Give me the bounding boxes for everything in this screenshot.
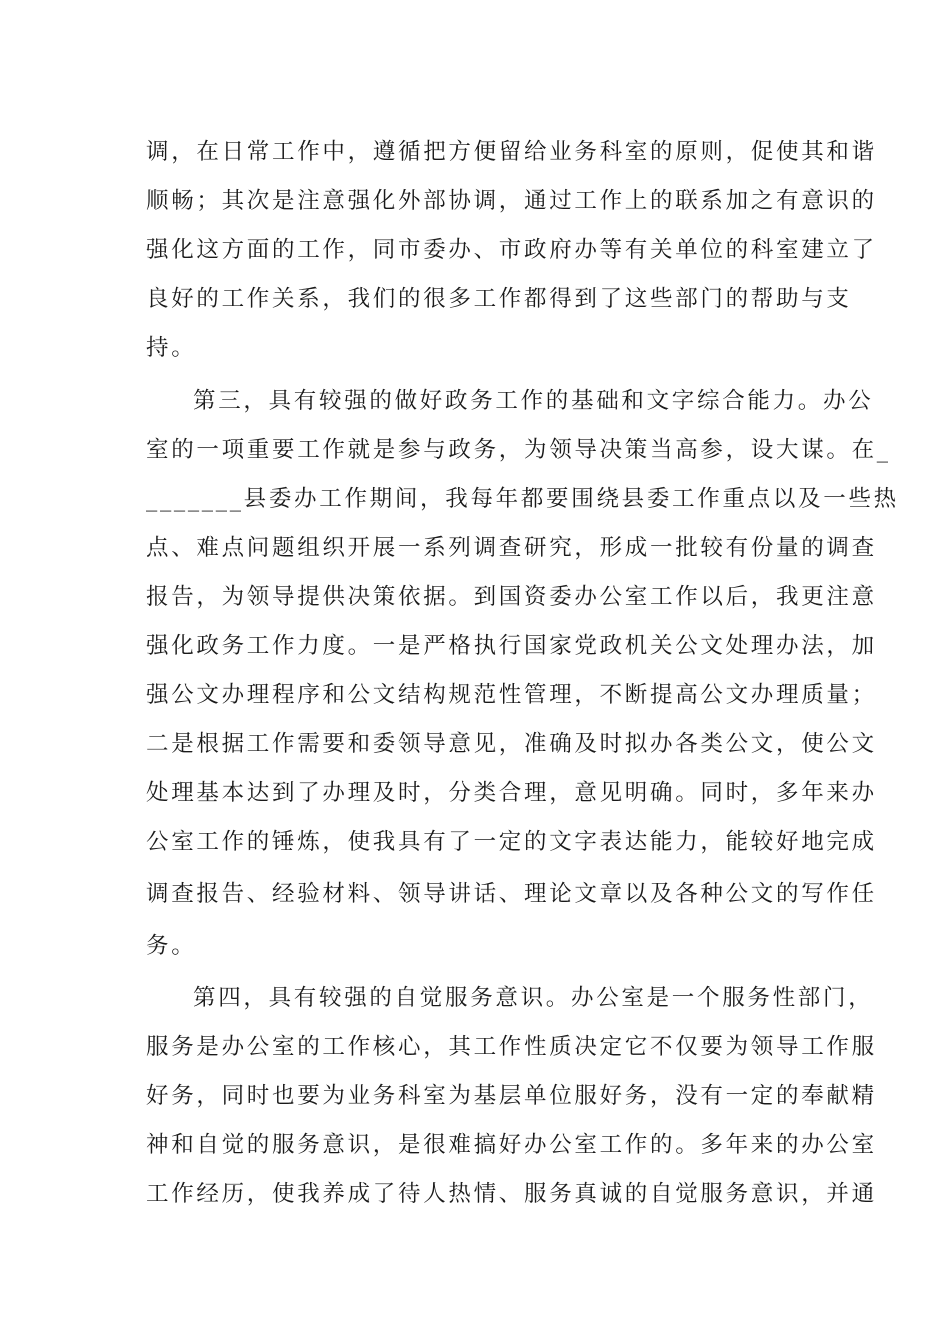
text-line: 调，在日常工作中，遵循把方便留给业务科室的原则，促使其和谐 (146, 139, 877, 165)
paragraph-first-line: 第三，具有较强的做好政务工作的基础和文字综合能力。办公 (193, 388, 874, 414)
text-line: 处理基本达到了办理及时，分类合理，意见明确。同时，多年来办 (146, 780, 877, 806)
text-line: 工作经历，使我养成了待人热情、服务真诚的自觉服务意识，并通 (146, 1181, 877, 1207)
text-line: 良好的工作关系，我们的很多工作都得到了这些部门的帮助与支 (146, 286, 852, 312)
text-line: 持。 (146, 335, 197, 361)
text-line: 务。 (146, 933, 197, 959)
text-line: 顺畅；其次是注意强化外部协调，通过工作上的联系加之有意识的 (146, 188, 877, 214)
paragraph-first-line: 第四，具有较强的自觉服务意识。办公室是一个服务性部门， (193, 985, 874, 1011)
text-line: 室的一项重要工作就是参与政务，为领导决策当高参，设大谋。在_ (146, 437, 891, 463)
text-line: 二是根据工作需要和委领导意见，准确及时拟办各类公文，使公文 (146, 731, 877, 757)
text-line: 报告，为领导提供决策依据。到国资委办公室工作以后，我更注意 (146, 584, 877, 610)
text-line: 强公文办理程序和公文结构规范性管理，不断提高公文办理质量； (146, 682, 877, 708)
text-line: 点、难点问题组织开展一系列调查研究，形成一批较有份量的调查 (146, 535, 877, 561)
text-line: 强化政务工作力度。一是严格执行国家党政机关公文处理办法，加 (146, 633, 877, 659)
text-line: 强化这方面的工作，同市委办、市政府办等有关单位的科室建立了 (146, 237, 877, 263)
text-line: 神和自觉的服务意识，是很难搞好办公室工作的。多年来的办公室 (146, 1132, 877, 1158)
text-line: _______县委办工作期间，我每年都要围绕县委工作重点以及一些热 (146, 486, 899, 512)
text-line: 好务，同时也要为业务科室为基层单位服好务，没有一定的奉献精 (146, 1083, 877, 1109)
text-line: 调查报告、经验材料、领导讲话、理论文章以及各种公文的写作任 (146, 881, 877, 907)
text-line: 公室工作的锤炼，使我具有了一定的文字表达能力，能较好地完成 (146, 829, 877, 855)
text-line: 服务是办公室的工作核心，其工作性质决定它不仅要为领导工作服 (146, 1034, 877, 1060)
